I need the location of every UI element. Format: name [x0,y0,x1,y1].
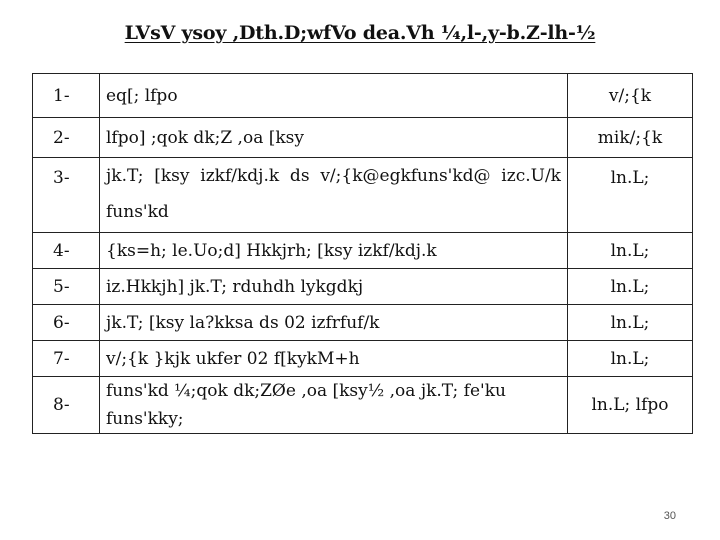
row-number: 3- [33,158,100,233]
table-row [33,158,693,233]
table-row [33,233,693,269]
row-number: 7- [33,341,100,377]
row-number: 1- [33,74,100,118]
row-description: eq[; lfpo [100,74,568,118]
committee-table [32,73,693,434]
table-row [33,269,693,305]
row-status: ln.L; lfpo [568,377,693,434]
page-title: LVsV ysoy ,Dth.D;wfVo dea.Vh ¼,l-,y-b.Z-lh-½ [124,22,596,44]
row-description: funs'kd ¼;qok dk;ZØe ,oa [ksy½ ,oa jk.T; fe'ku funs'kky; [100,377,568,434]
row-description: v/;{k }kjk ukfer 02 f[kykM+h [100,341,568,377]
row-description: {ks=h; le.Uo;d] Hkkjrh; [ksy izkf/kdj.k [100,233,568,269]
row-number: 5- [33,269,100,305]
row-status: v/;{k [568,74,693,118]
row-status: ln.L; [568,341,693,377]
row-number: 6- [33,305,100,341]
row-description: lfpo] ;qok dk;Z ,oa [ksy [100,118,568,158]
table-row [33,74,693,118]
page-number: 30 [663,510,676,522]
table-row [33,341,693,377]
row-description: iz.Hkkjh] jk.T; rduhdh lykgdkj [100,269,568,305]
row-number: 2- [33,118,100,158]
row-number: 4- [33,233,100,269]
row-status: ln.L; [568,158,693,233]
table-row [33,118,693,158]
row-status: ln.L; [568,269,693,305]
row-description: jk.T; [ksy la?kksa ds 02 izfrfuf/k [100,305,568,341]
row-status: ln.L; [568,305,693,341]
table-row [33,305,693,341]
table-row [33,377,693,434]
row-number: 8- [33,377,100,434]
row-description: jk.T; [ksy izkf/kdj.k ds v/;{k@egkfuns'kd@ izc.U/k funs'kd [100,158,568,233]
row-status: ln.L; [568,233,693,269]
row-status: mik/;{k [568,118,693,158]
